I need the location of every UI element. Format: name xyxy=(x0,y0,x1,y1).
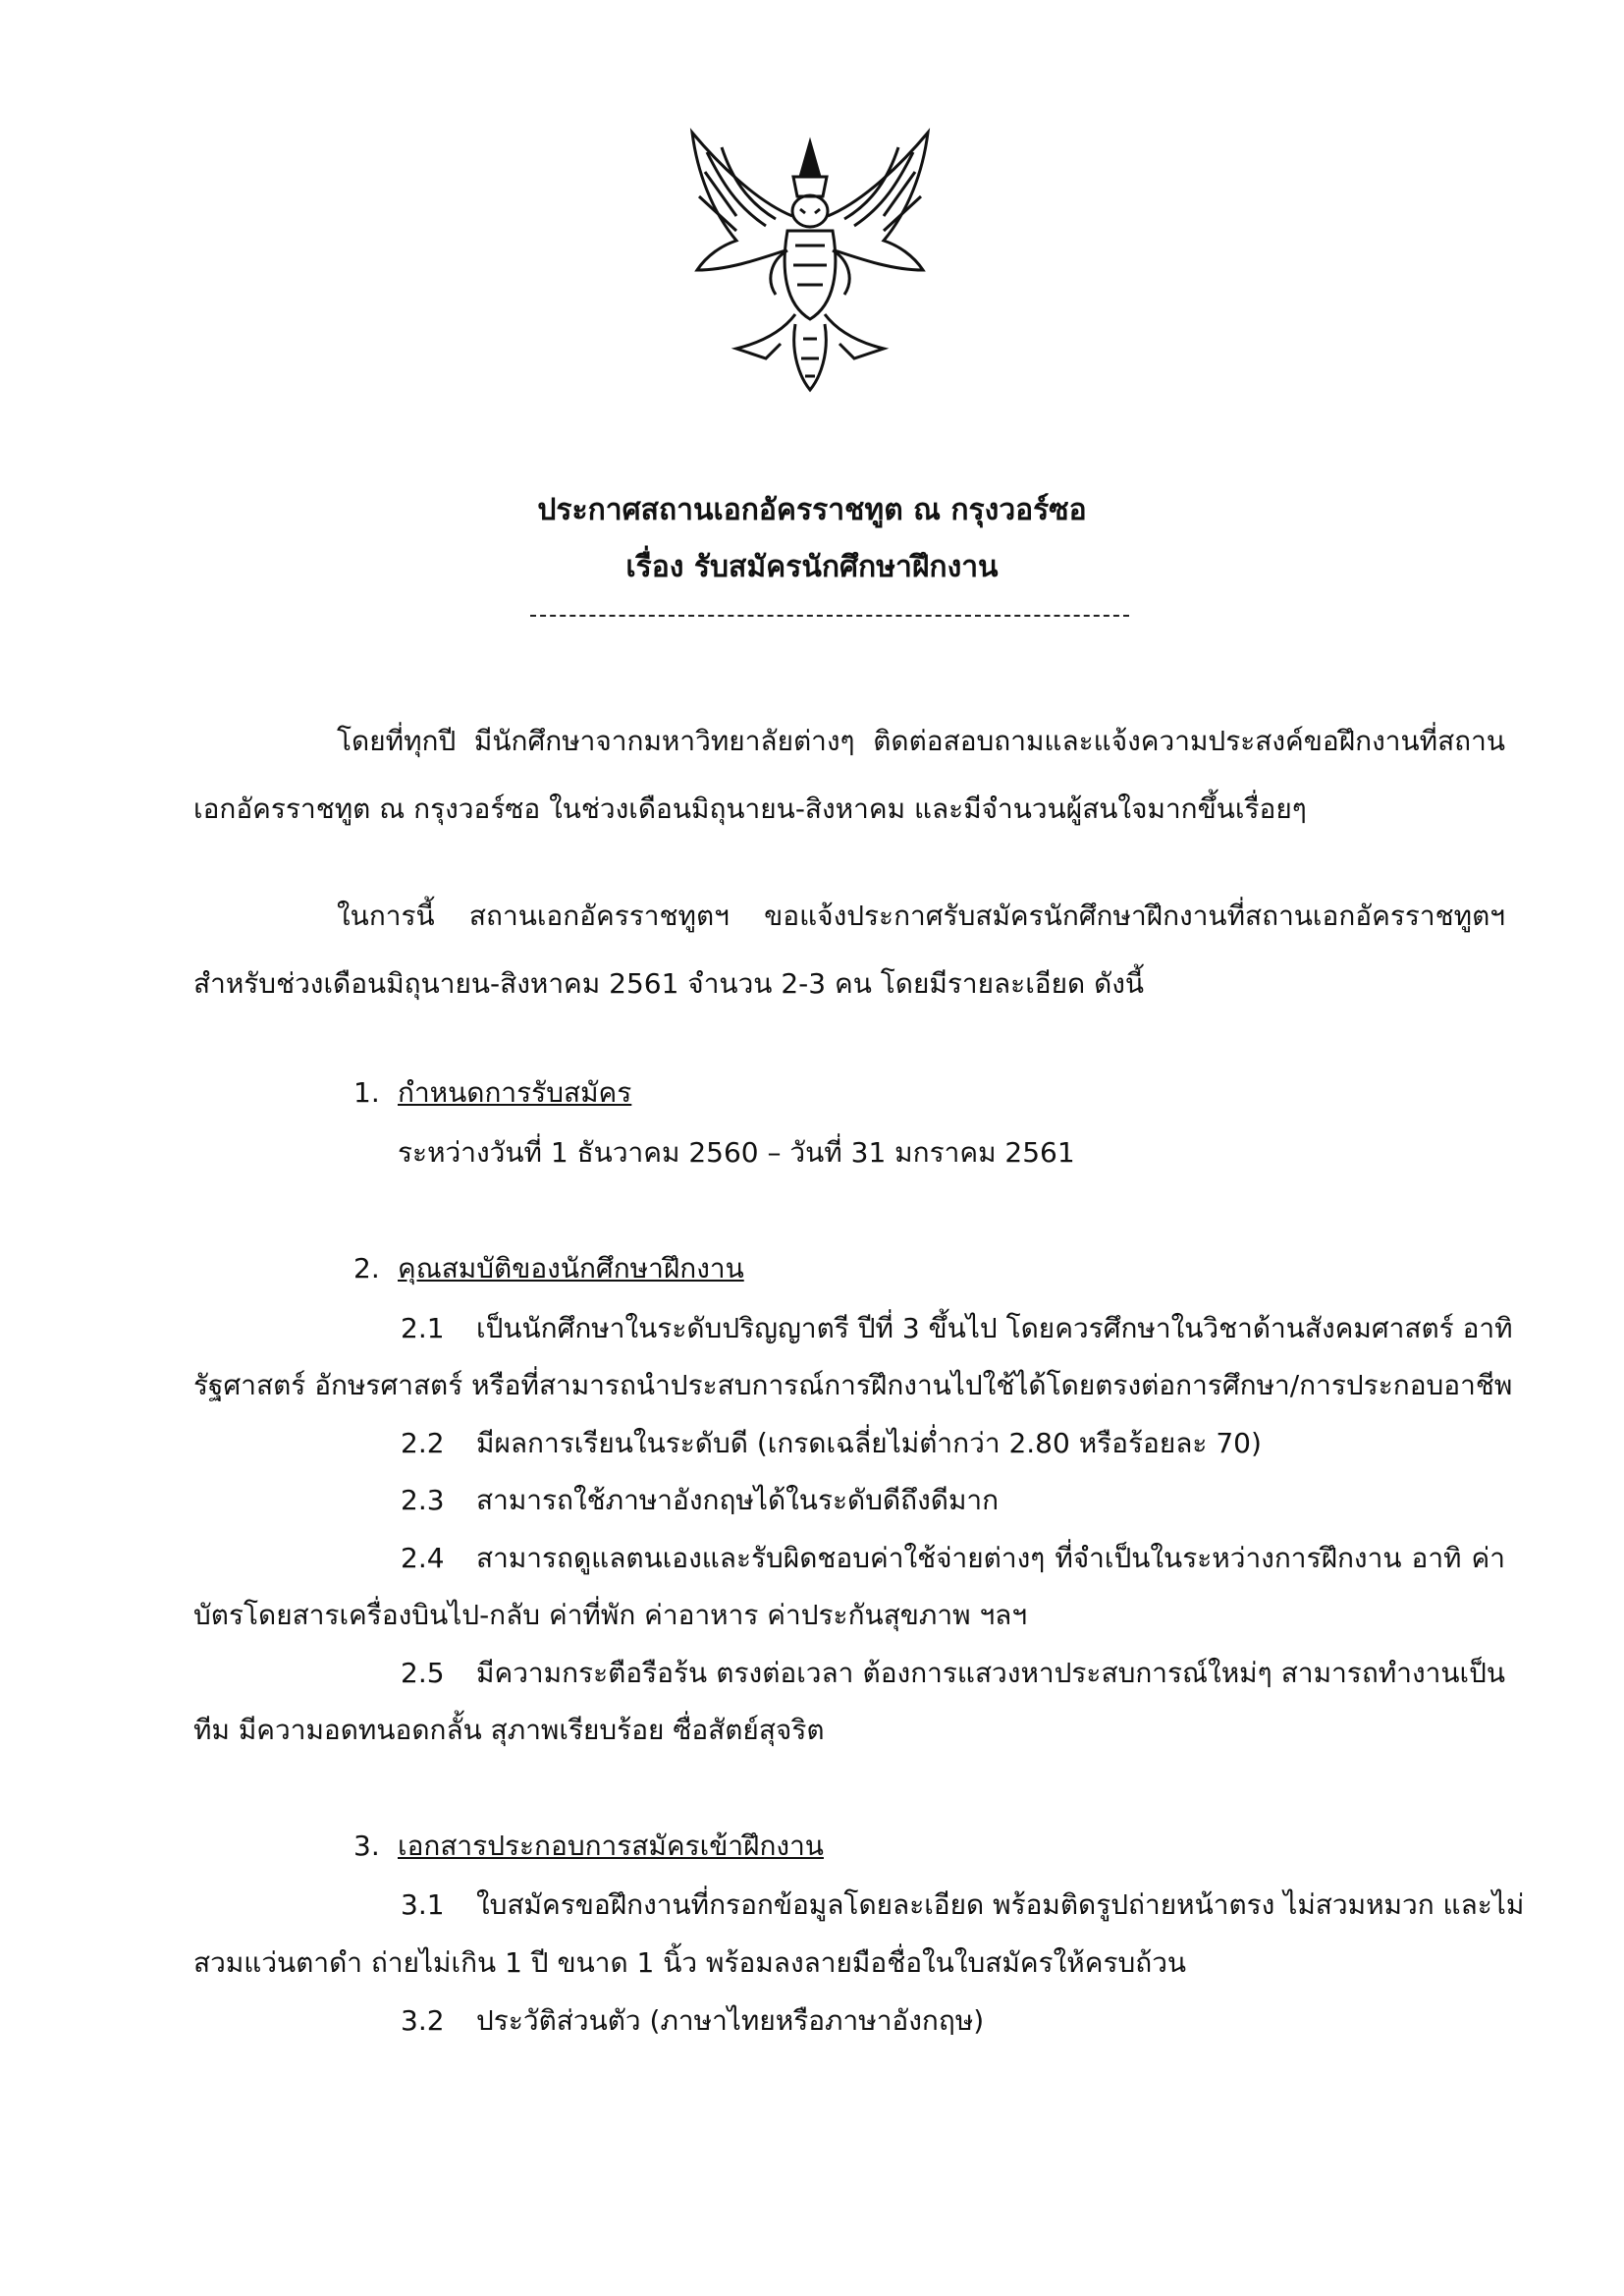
subject-line: เรื่อง รับสมัครนักศึกษาฝึกงาน xyxy=(625,550,999,584)
item-2-1-line2: รัฐศาสตร์ อักษรศาสตร์ หรือที่สามารถนำประสบการณ์การฝึกงานไปใช้ได้โดยตรงต่อการศึกษา/การประกอบอาชีพ xyxy=(193,1369,1513,1401)
item-2-5-number: 2.5 xyxy=(401,1657,445,1689)
section-1-text: ระหว่างวันที่ 1 ธันวาคม 2560 – วันที่ 31 มกราคม 2561 xyxy=(398,1136,1075,1169)
item-3-1-line2: สวมแว่นตาดำ ถ่ายไม่เกิน 1 ปี ขนาด 1 นิ้ว พร้อมลงลายมือชื่อในใบสมัครให้ครบถ้วน xyxy=(193,1946,1187,1979)
item-3-2-number: 3.2 xyxy=(401,2004,445,2037)
section-1-heading: กำหนดการรับสมัคร xyxy=(398,1076,632,1109)
header-divider xyxy=(530,615,1129,617)
section-2-number: 2. xyxy=(353,1252,380,1285)
intro-p1-line1: โดยที่ทุกปี มีนักศึกษาจากมหาวิทยาลัยต่างๆ ติดต่อสอบถามและแจ้งความประสงค์ขอฝึกงานที่สถาน xyxy=(337,725,1505,757)
item-2-1-number: 2.1 xyxy=(401,1312,445,1344)
item-2-1-line1: เป็นนักศึกษาในระดับปริญญาตรี ปีที่ 3 ขึ้นไป โดยควรศึกษาในวิชาด้านสังคมศาสตร์ อาทิ xyxy=(476,1312,1513,1344)
item-2-2-line1: มีผลการเรียนในระดับดี (เกรดเฉลี่ยไม่ต่ำกว่า 2.80 หรือร้อยละ 70) xyxy=(476,1427,1262,1459)
item-2-3-number: 2.3 xyxy=(401,1484,445,1516)
section-2-heading: คุณสมบัติของนักศึกษาฝึกงาน xyxy=(398,1252,744,1285)
item-2-4-number: 2.4 xyxy=(401,1542,445,1574)
section-3-number: 3. xyxy=(353,1830,380,1862)
item-2-4-line1: สามารถดูแลตนเองและรับผิดชอบค่าใช้จ่ายต่างๆ ที่จำเป็นในระหว่างการฝึกงาน อาทิ ค่า xyxy=(476,1542,1505,1574)
item-3-1-line1: ใบสมัครขอฝึกงานที่กรอกข้อมูลโดยละเอียด พร้อมติดรูปถ่ายหน้าตรง ไม่สวมหมวก และไม่ xyxy=(476,1888,1525,1921)
section-3-heading: เอกสารประกอบการสมัครเข้าฝึกงาน xyxy=(398,1830,824,1862)
item-3-1-number: 3.1 xyxy=(401,1888,445,1921)
item-2-3-line1: สามารถใช้ภาษาอังกฤษได้ในระดับดีถึงดีมาก xyxy=(476,1484,1000,1516)
item-2-5-line1: มีความกระตือรือร้น ตรงต่อเวลา ต้องการแสวงหาประสบการณ์ใหม่ๆ สามารถทำงานเป็น xyxy=(476,1657,1505,1689)
item-2-2-number: 2.2 xyxy=(401,1427,445,1459)
intro-p2-line1: ในการนี้ สถานเอกอัครราชทูตฯ ขอแจ้งประกาศรับสมัครนักศึกษาฝึกงานที่สถานเอกอัครราชทูตฯ xyxy=(337,900,1505,932)
page-title: ประกาศสถานเอกอัครราชทูต ณ กรุงวอร์ซอ xyxy=(537,493,1087,527)
intro-p1-line2: เอกอัครราชทูต ณ กรุงวอร์ซอ ในช่วงเดือนมิถุนายน-สิงหาคม และมีจำนวนผู้สนใจมากขึ้นเรื่อยๆ xyxy=(193,793,1307,825)
item-2-5-line2: ทีม มีความอดทนอดกลั้น สุภาพเรียบร้อย ซื่อสัตย์สุจริต xyxy=(193,1714,825,1746)
garuda-emblem-icon xyxy=(677,123,943,398)
intro-p2-line2: สำหรับช่วงเดือนมิถุนายน-สิงหาคม 2561 จำนวน 2-3 คน โดยมีรายละเอียด ดังนี้ xyxy=(193,967,1145,1000)
item-2-4-line2: บัตรโดยสารเครื่องบินไป-กลับ ค่าที่พัก ค่าอาหาร ค่าประกันสุขภาพ ฯลฯ xyxy=(193,1599,1028,1631)
section-1-number: 1. xyxy=(353,1076,380,1109)
item-3-2-line1: ประวัติส่วนตัว (ภาษาไทยหรือภาษาอังกฤษ) xyxy=(476,2004,985,2037)
